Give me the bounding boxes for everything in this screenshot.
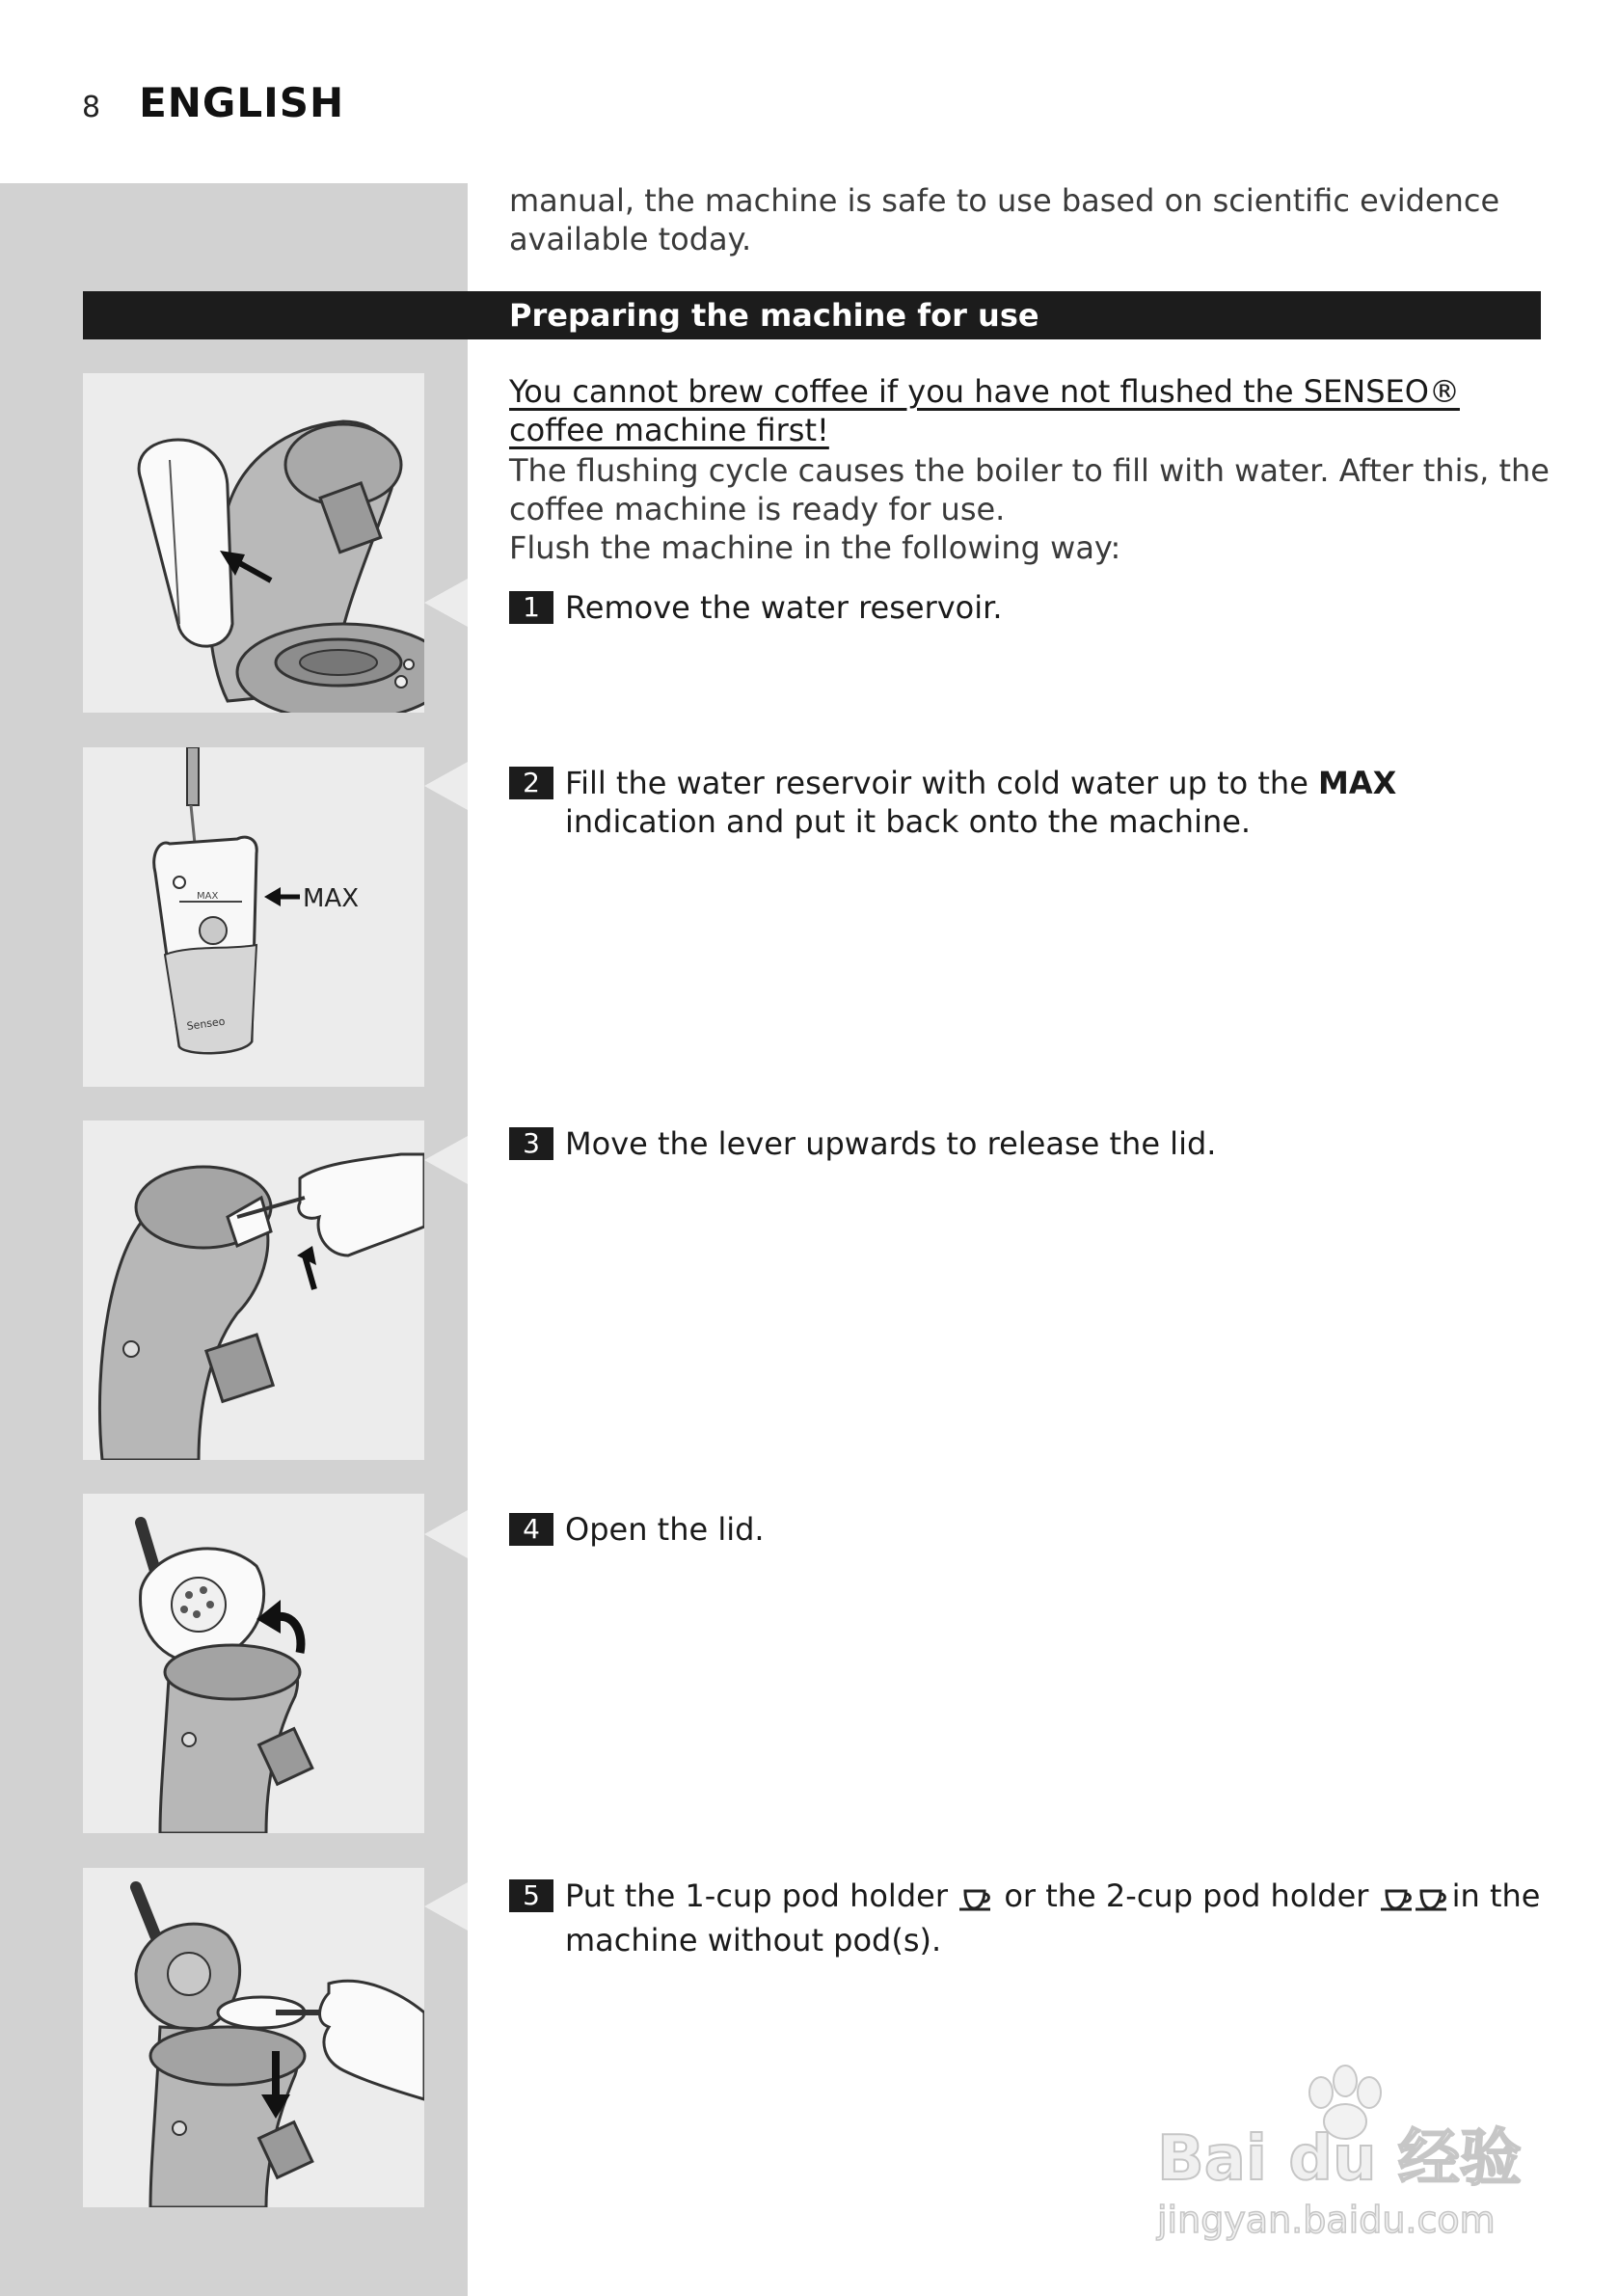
watermark-url: jingyan.baidu.com (1157, 2199, 1496, 2241)
step-text-part: Put the 1-cup pod holder (565, 1877, 958, 1914)
step-text (565, 1877, 1541, 1959)
step-5 (509, 1877, 1541, 1959)
step-text: Move the lever upwards to release the lid. (565, 1125, 1217, 1162)
illustration-remove-reservoir (83, 373, 424, 713)
lever-release-drawing (83, 1121, 424, 1460)
section-title: Preparing the machine for use (509, 297, 1039, 334)
baidu-paw-icon (1147, 2054, 1552, 2247)
step-1 (509, 588, 1541, 627)
section-bar (83, 291, 1541, 339)
step-text-part: Fill the water reservoir with cold water up to the (565, 765, 1319, 801)
illustration-open-lid (83, 1494, 424, 1833)
max-label: MAX (303, 884, 360, 913)
illustration-move-lever (83, 1121, 424, 1460)
step-text: Open the lid. (565, 1511, 765, 1548)
language-heading: ENGLISH (139, 79, 345, 126)
open-lid-drawing (83, 1494, 424, 1833)
flush-warning-text: You cannot brew coffee if you have not flushed the SENSEO® coffee machine first! (509, 373, 1460, 448)
watermark-brand: Bai du 经验 (1157, 2123, 1522, 2195)
reservoir-max-mark: MAX (197, 891, 219, 902)
step-text: Remove the water reservoir. (565, 589, 1003, 626)
step-number: 4 (509, 1513, 553, 1546)
illustration-pointer (424, 579, 468, 627)
step-number: 1 (509, 591, 553, 624)
illustration-pointer (424, 1882, 468, 1931)
step-number: 2 (509, 767, 553, 799)
step-text (565, 764, 1541, 841)
reservoir-max-drawing (83, 747, 424, 1087)
step-2 (509, 764, 1541, 841)
step-text-part: or the 2-cup pod holder (994, 1877, 1379, 1914)
illustration-pointer (424, 1510, 468, 1558)
flush-warning (509, 372, 1483, 449)
illustration-pod-holder (83, 1868, 424, 2207)
paragraph: The flushing cycle causes the boiler to fill with water. After this, the coffee machine is ready for use. (509, 452, 1550, 527)
illustration-fill-reservoir (83, 747, 424, 1087)
intro-text: manual, the machine is safe to use based on scientific evidence available today. (509, 182, 1500, 257)
pod-holder-drawing (83, 1868, 424, 2207)
step-4 (509, 1510, 1541, 1549)
illustration-pointer (424, 762, 468, 810)
step-3 (509, 1124, 1541, 1163)
page-number: 8 (82, 91, 101, 124)
step-number: 5 (509, 1879, 553, 1912)
step-text-part: indication and put it back onto the machine. (565, 803, 1252, 840)
flush-description (509, 451, 1551, 567)
one-cup-icon (957, 1882, 994, 1921)
page-header (82, 79, 344, 127)
baidu-watermark (1147, 2054, 1552, 2247)
two-cup-icon (1379, 1882, 1452, 1921)
machine-reservoir-drawing (83, 373, 424, 713)
illustration-pointer (424, 1136, 468, 1184)
step-number: 3 (509, 1127, 553, 1160)
paragraph: Flush the machine in the following way: (509, 529, 1121, 566)
step-text-part: in the machine without pod(s). (565, 1877, 1541, 1958)
reservoir-brand-mark: Senseo (185, 1014, 227, 1034)
max-indication: MAX (1318, 765, 1397, 801)
